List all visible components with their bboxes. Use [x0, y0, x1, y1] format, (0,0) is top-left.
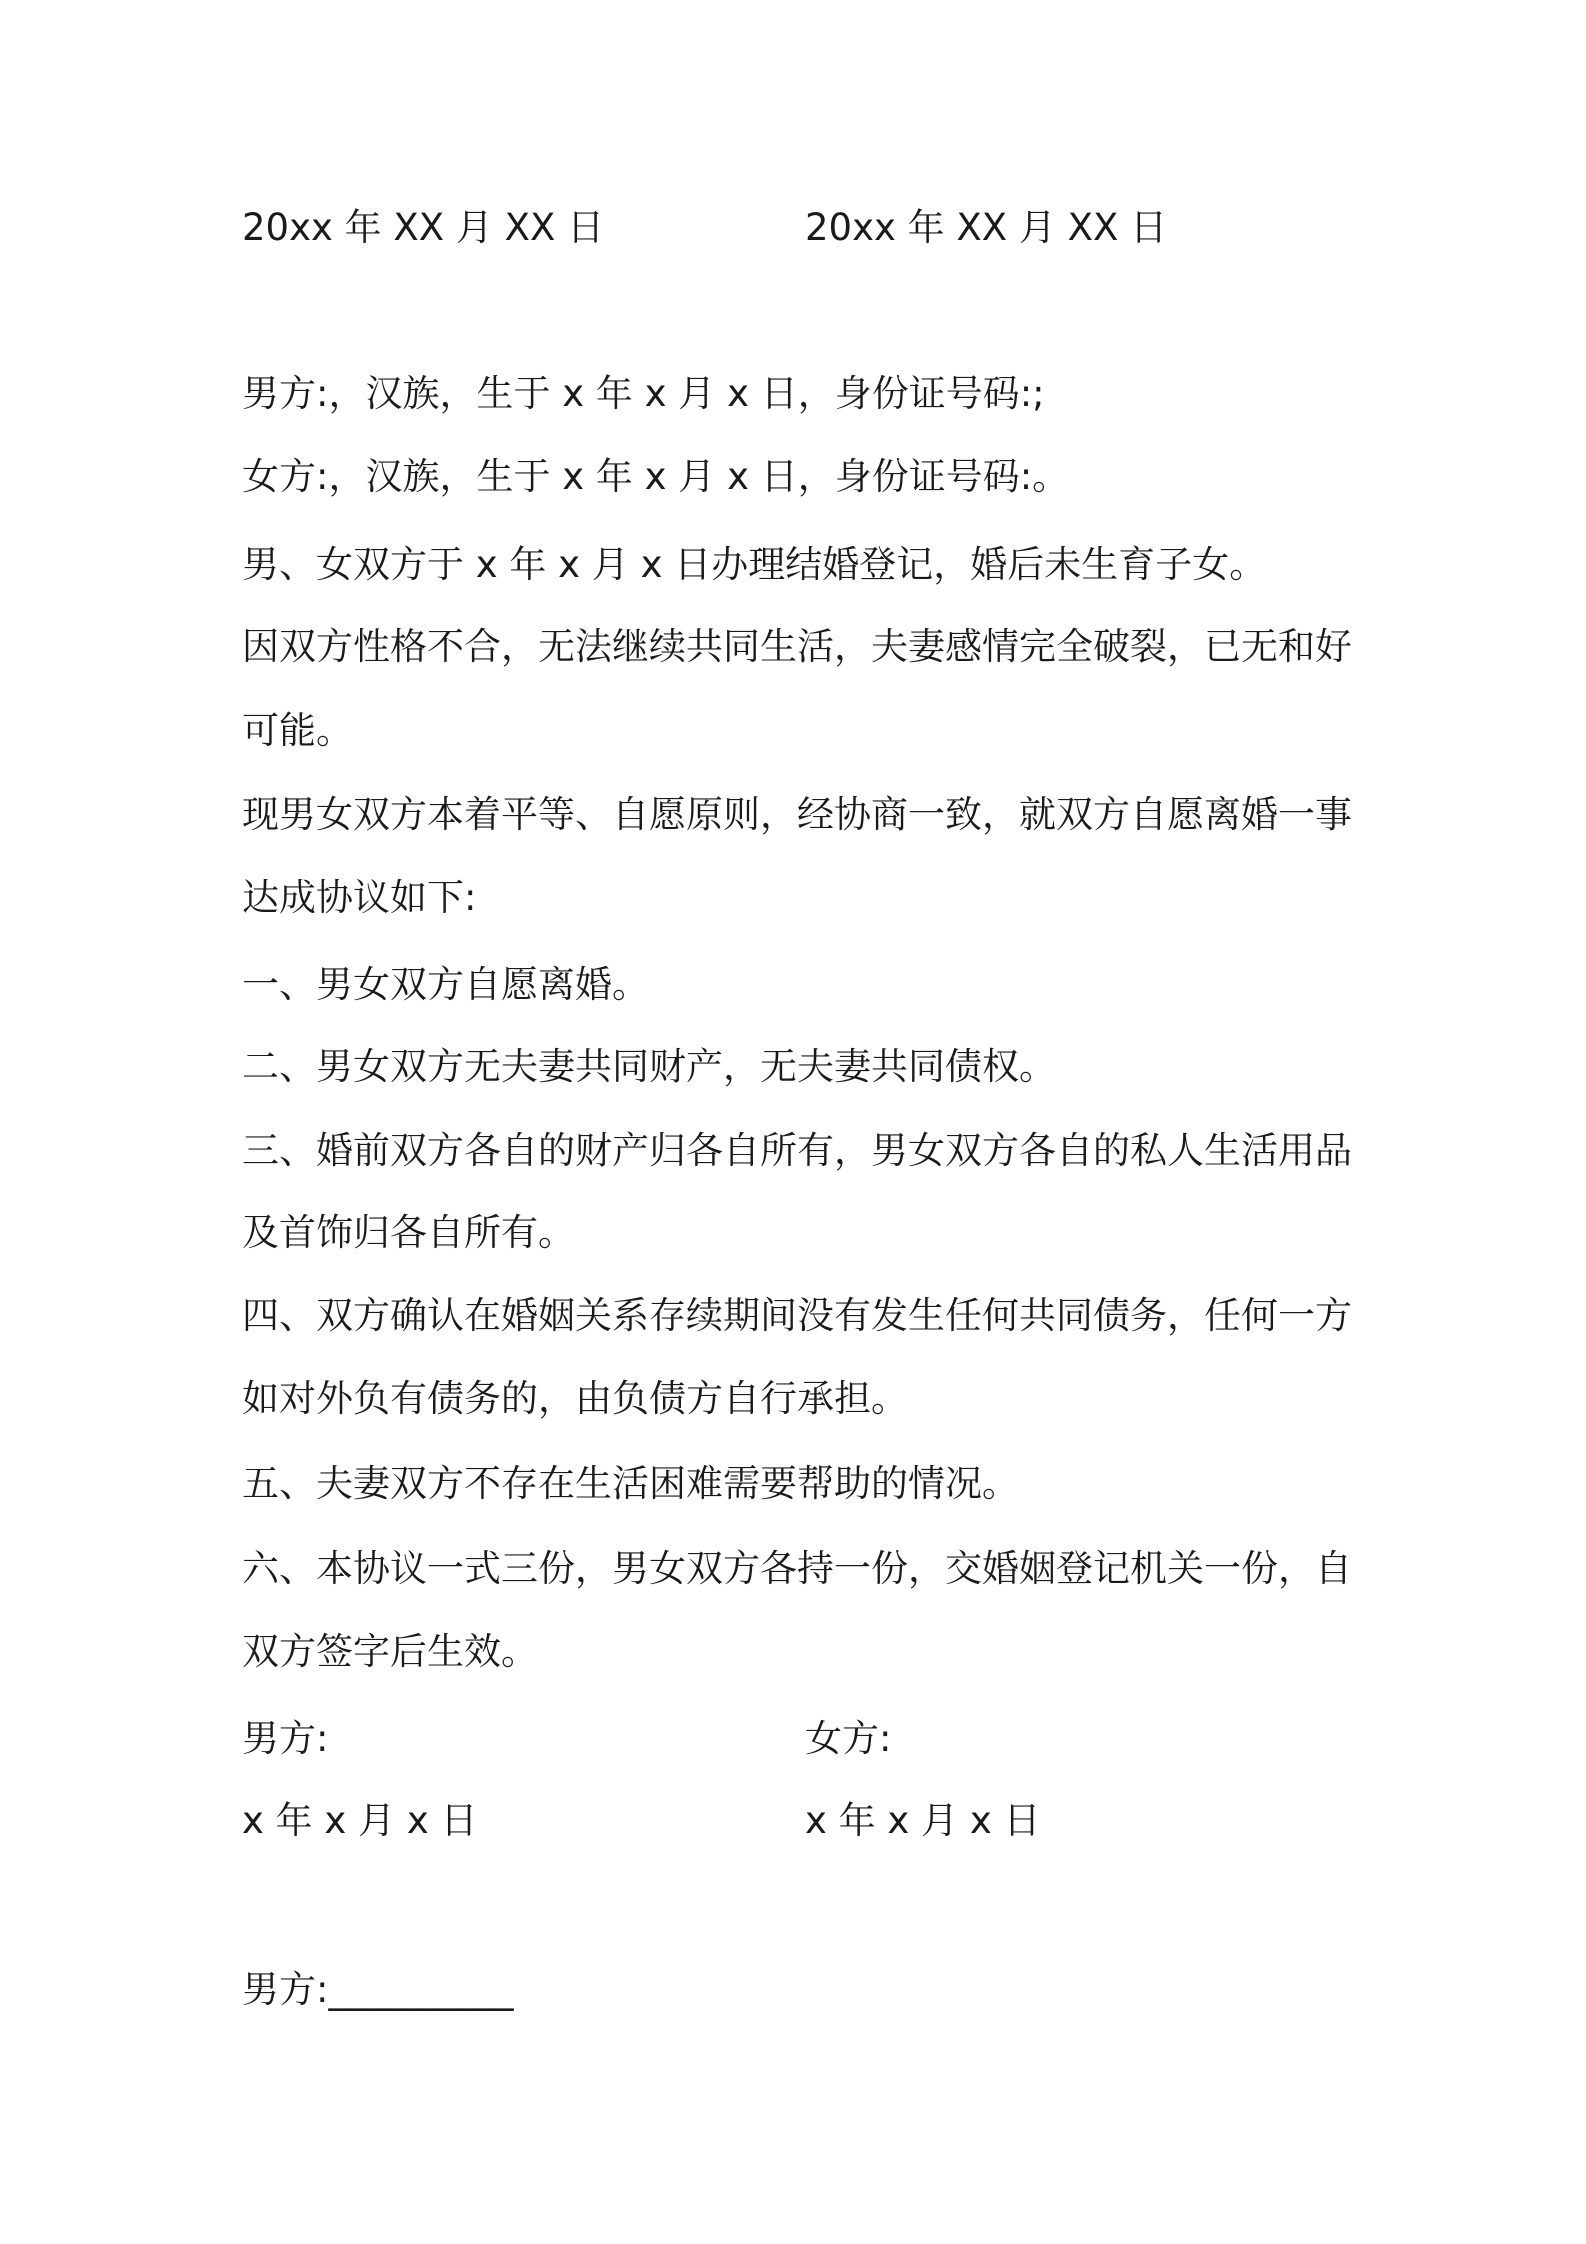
- divorce-reason-line-1: 因双方性格不合，无法继续共同生活，夫妻感情完全破裂，已无和好: [242, 625, 1352, 668]
- female-party-info: 女方:，汉族，生于 x 年 x 月 x 日，身份证号码:。: [242, 455, 1070, 498]
- divorce-reason-line-2: 可能。: [242, 709, 353, 752]
- clause-6-line-1: 六、本协议一式三份，男女双方各持一份，交婚姻登记机关一份，自: [242, 1547, 1352, 1590]
- male-sign-line: 男方:__________: [242, 1968, 514, 2011]
- agreement-intro-line-2: 达成协议如下:: [242, 876, 477, 919]
- male-signature-date: x 年 x 月 x 日: [242, 1799, 478, 1842]
- female-signature-label: 女方:: [805, 1717, 892, 1760]
- female-signature-date: x 年 x 月 x 日: [805, 1799, 1041, 1842]
- clause-3-line-2: 及首饰归各自所有。: [242, 1211, 575, 1254]
- male-party-info: 男方:，汉族，生于 x 年 x 月 x 日，身份证号码:;: [242, 372, 1045, 415]
- clause-4-line-1: 四、双方确认在婚姻关系存续期间没有发生任何共同债务，任何一方: [242, 1294, 1352, 1337]
- clause-1: 一、男女双方自愿离婚。: [242, 963, 649, 1006]
- date-right: 20xx 年 XX 月 XX 日: [805, 206, 1168, 249]
- agreement-intro-line-1: 现男女双方本着平等、自愿原则，经协商一致，就双方自愿离婚一事: [242, 793, 1352, 836]
- marriage-registration-text: 男、女双方于 x 年 x 月 x 日办理结婚登记，婚后未生育子女。: [242, 543, 1267, 586]
- clause-2: 二、男女双方无夫妻共同财产，无夫妻共同债权。: [242, 1045, 1056, 1088]
- date-left: 20xx 年 XX 月 XX 日: [242, 206, 605, 249]
- clause-5: 五、夫妻双方不存在生活困难需要帮助的情况。: [242, 1462, 1019, 1505]
- clause-3-line-1: 三、婚前双方各自的财产归各自所有，男女双方各自的私人生活用品: [242, 1129, 1352, 1172]
- clause-6-line-2: 双方签字后生效。: [242, 1630, 538, 1673]
- male-signature-label: 男方:: [242, 1717, 329, 1760]
- clause-4-line-2: 如对外负有债务的，由负债方自行承担。: [242, 1377, 908, 1420]
